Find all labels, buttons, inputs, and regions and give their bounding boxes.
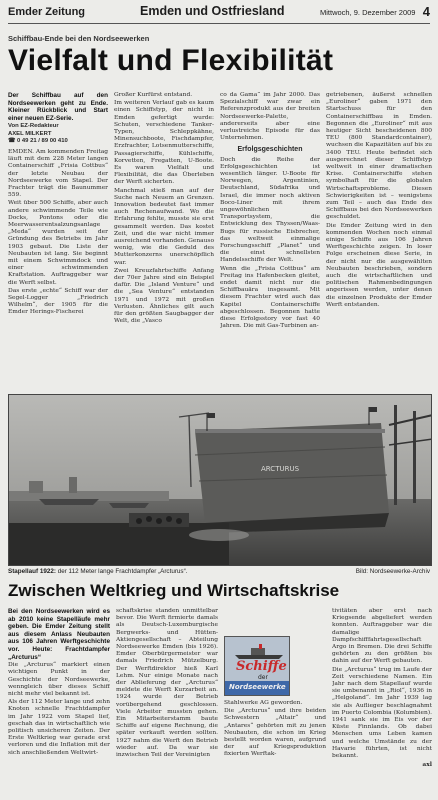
paragraph: Zwei Kreuzfahrtschiffe Anfang der 70er Jahre sind ein Beispiel dafür. Die „Island Venture“ und die „Sea Venture“ entstanden 1971 und 1972 mit großen Verlusten. Ähnliches gilt auch für den größten Saugbagger der Welt, die „Vasco <box>114 267 214 325</box>
article-headline: Vielfalt und Flexibilität <box>8 44 334 77</box>
paragraph: Weit über 500 Schiffe, aber auch andere schwimmende Teile wie Docks, Pontons oder die Meerwasserentsalzungsanlage „Meda“ wurden seit der Gründung des Betriebs im Jahr 1903 gebaut. Die Liste der Neubauten ist lang. Sie beginnt mit einem Schwimmdock und einer schwimmenden Kraftstation. Auftraggeber war die Werft selbst. <box>8 200 108 286</box>
ship-launch-illustration <box>9 395 432 566</box>
photo-credit: Bild: Nordseewerke-Archiv <box>355 568 430 575</box>
ship-icon <box>233 643 285 659</box>
paragraph: schaftskrise standen unmittelbar bevor. Die Werft firmierte damals als Deutsch-Luxemburgische Bergwerks- und Hütten-Aktiengesellschaft – Abteilung Nordseewerke Emden (bis 1926). Emder Oberbürgermeister war damals Friedrich Mützelburg. Der Werftdirektor hieß Karl Lehm. Nur einige Monate nach der Ablieferung der „Arcturus“ meldete die Werft Kurzarbeit an. 1924 wurde der Betrieb vorübergehend geschlossen. Viele Arbeiter mussten gehen. Ein Mitarbeiterstamm baute Schiffe auf eigene Rechnung, die später verkauft werden sollten. 1927 nahm die Werft den Betrieb wieder auf. Da war sie inzwischen Teil der Vereinigten <box>116 608 218 759</box>
paragraph: Das erste „echte“ Schiff war der Segel-Logger „Friedrich Wilhelm“, der 1905 für die Emder Herings-Fischerei <box>8 287 108 316</box>
paragraph: getriebenen, äußerst schnellen „Euroliner“ gaben 1971 den Startschuss für den Containerschiffbau in Emden. Begonnen die „Euroliner“ mit aus heutiger Sicht bescheidenen 800 TEU (800 Standardcontainer), wuchsen die Kapazitäten auf bis zu 3400 TEU. Heute befindet sich ausgerechnet dieser Schiffstyp weltweit in einer dramatischen Krise. Containerschiffe stehen symbolhaft für die globalen Wirtschaftsprobleme. Diesen Schwierigkeiten ist – wenigstens zum Teil – auch das Ende des Schiffbaus bei den Nordseewerken geschuldet. <box>326 92 432 221</box>
author-name: AXEL MILKERT <box>8 130 52 137</box>
article-column-2 <box>114 92 214 388</box>
article2-headline: Zwischen Weltkrieg und Wirtschaftskrise <box>8 581 340 600</box>
article2-column-2 <box>116 608 218 796</box>
paragraph: Doch die Reihe der Erfolgsgeschichten ist wesentlich länger. U-Boote für Norwegen, Argentinien, Deutschland, Südafrika und Israel, die immer noch aktiven Boco-Liner mit ihrem ungewöhnlichen Transportsystem, die Entwicklung des Thyssen/Waas-Bugs für russische Eisbrecher, das weltweit einmalige Forschungsschiff „Planet“ und die einst schnellsten Handelsschiffe der Welt. <box>220 156 320 264</box>
logo-der: der <box>258 674 268 681</box>
paragraph: Stahlwerke AG geworden. <box>224 700 303 706</box>
article2-column-1 <box>8 608 110 796</box>
article-lead: Der Schiffbau auf den Nordseewerken geht zu Ende. Kleiner Rückblick und Start einer neuen EZ-Serie. <box>8 92 108 122</box>
author-phone: ☎ 0 49 21 / 89 00 410 <box>8 137 68 144</box>
article2-lead: Bei den Nordseewerken wird es ab 2010 keine Stapelläufe mehr geben. Die Emder Zeitung stellt aus diesem Anlass Neubauten aus 106 Jahren Werftgeschichte vor. Heute: Frachtdampfer „Arcturus“ <box>8 608 110 661</box>
article-column-1 <box>8 92 108 388</box>
ship-name-on-hull: ARCTURUS <box>261 465 300 473</box>
paragraph: Manchmal stieß man auf der Suche nach Neuem an Grenzen. Innovation bedeutet fast immer auch Rechenaufwand. Wo die Erfahrung fehlte, musste sie erst gesammelt werden. Das kostet Zeit, und die war nicht immer ausreichend vorhanden. Genauso wenig, wie die Geduld des Mutterkonzerns unerschöpflich war. <box>114 187 214 266</box>
paragraph: Wenn die „Frisia Cottbus“ am Freitag ins Hafenbecken gleitet, endet damit nicht nur die Schiffbauära insgesamt. Mit diesem Frachter wird auch das Kapitel Containerschiffe abgeschlossen. Begonnen hatte diese Erfolgsstory vor fast 40 Jahren. Die mit Gas-Turbinen an- <box>220 265 320 330</box>
paragraph: Die Emder Zeitung wird in den kommenden Wochen noch einmal einige Schiffe aus 106 Jahren Werftgeschichte zeigen. In loser Folge erscheinen diese Serie, in der nicht nur die ausgewählten Neubauten beschrieben, sondern auch die wirtschaftlichen und politischen Rahmenbedingungen angerissen werden, unter denen die einzelnen Produkte der Emder Werft entstanden. <box>326 222 432 308</box>
article2-column-4 <box>332 608 432 796</box>
paragraph: co da Gama“ im Jahr 2000. Das Spezialschiff war zwar ein Referenzprodukt aus der breiten Nordseewerke-Palette, andererseits aber eine verlustreiche Episode für das Unternehmen. <box>220 92 320 142</box>
author-block <box>8 123 108 145</box>
section-title: Emden und Ostfriesland <box>140 4 285 18</box>
masthead <box>8 4 430 24</box>
paragraph: Die „Arcturus“ trug im Laufe der Zeit verschiedene Namen. Ein Jahr nach dem Stapellauf wurde sie umbenannt in „Riol“, 1936 in „Helgoland“. Im Jahr 1939 lag sie als Auflieger beschlagnahmt im Puerto Colombia (Kolumbien). 1941 sank sie im Eis vor der Küste Finnlands. Ob dabei Menschen ums Leben kamen und welche Umstände zu der Havarie führten, ist nicht bekannt. <box>332 666 432 760</box>
paragraph: Großer Kurfürst entstand. <box>114 92 193 98</box>
subheading: Erfolgsgeschichten <box>237 146 303 154</box>
issue-date: Mittwoch, 9. Dezember 2009 <box>320 8 416 17</box>
paragraph: Im weiteren Verlauf gab es kaum einen Schiffstyp, der nicht in Emden gefertigt wurde: Schuten, verschiedene Tanker-Typen, Schleppkähne, Minensuchboote, Fischdampfer, Erzfrachter, Lotsenmutterschiffe, Passagierschiffe, Kühlschiffe, Korvetten, Fregatten, U-Boote. Es waren Vielfalt und Flexibilität, die das Überleben der Werft sicherten. <box>114 100 214 186</box>
paragraph: Als der 112 Meter lange und zehn Knoten schnelle Frachtdampfer im Jahr 1922 vom Stapel lief, geschah das in wirtschaftlich wie politisch unsicheren Zeiten. Der Erste Weltkrieg war gerade erst verloren und die Inflation mit der sich anschließenden Weltwirt- <box>8 699 110 756</box>
article-kicker: Schiffbau-Ende bei den Nordseewerken <box>8 34 150 43</box>
article-column-4 <box>326 92 432 388</box>
series-logo <box>224 636 290 696</box>
photo-caption <box>8 568 187 575</box>
logo-word: Schiffe <box>236 659 287 674</box>
paper-name: Emder Zeitung <box>8 6 86 18</box>
article-column-3 <box>220 92 320 388</box>
author-initials: axl <box>422 761 432 769</box>
launch-photo <box>8 394 432 566</box>
paragraph: Die „Arcturus“ und ihre beiden Schwestern „Altair“ und „Antares“ gehörten mit zu jenen Neubauten, die schon im Krieg bestellt worden waren, aufgrund der auf Kriegsproduktion fixierten Werftak- <box>224 708 326 758</box>
article2-column-3 <box>224 700 326 796</box>
caption-text: der 112 Meter lange Frachtdampfer „Arcturus“. <box>57 568 188 575</box>
paragraph: Die „Arcturus“ markiert einen wichtigen Punkt in der Geschichte der Nordseewerke, wenngleich über dieses Schiff nicht mehr viel bekannt ist. <box>8 662 110 697</box>
paragraph: tivitäten aber erst nach Kriegsende abgeliefert werden konnten. Auftraggeber war die damalige Dampfschifffahrtsgesellschaft Argo in Bremen. Die drei Schiffe gehörten zu den größten bis dahin auf der Werft gebauten. <box>332 608 432 665</box>
logo-band-text: Nordseewerke <box>229 683 286 691</box>
author-prefix: Von EZ-Redakteur <box>8 123 59 130</box>
caption-lead: Stapellauf 1922: <box>8 568 56 575</box>
paragraph: EMDEN. Am kommenden Freitag läuft mit dem 228 Meter langen Containerschiff „Frisia Cottbus“ der letzte Neubau der Nordseewerke vom Stapel. Der Frachter trägt die Baunummer 559. <box>8 148 108 199</box>
page-number: 4 <box>422 4 430 19</box>
